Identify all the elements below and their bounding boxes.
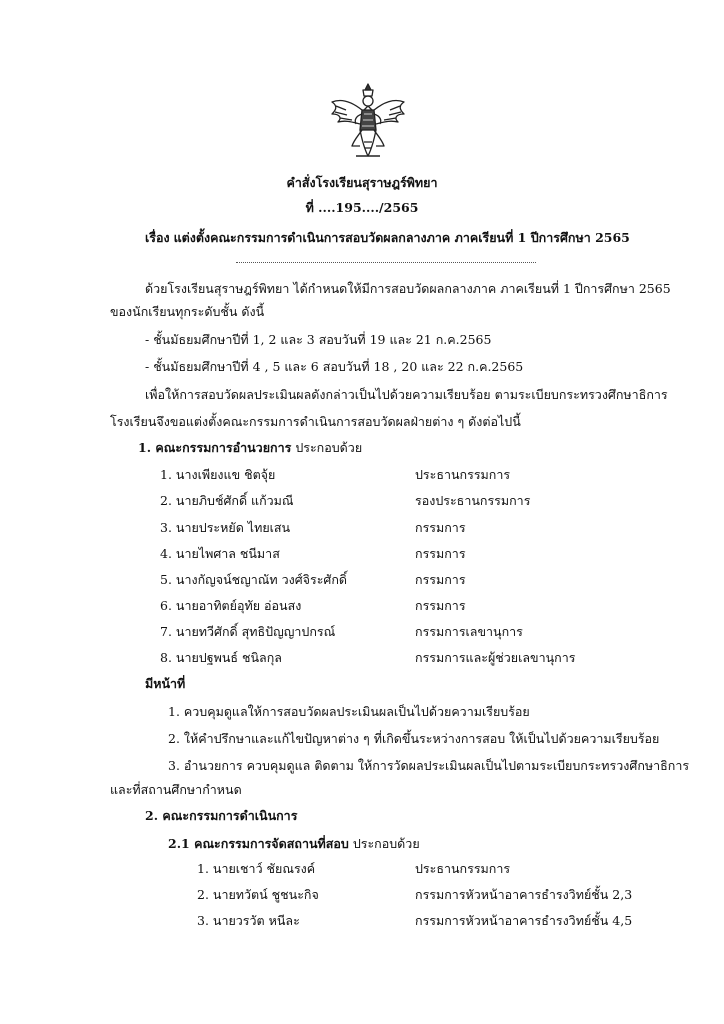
garuda-emblem-icon <box>326 80 410 162</box>
section-1-title: 1. คณะกรรมการอำนวยการ <box>138 440 292 455</box>
member-role: กรรมการ <box>415 572 466 587</box>
member-name: 3. นายประหยัด ไทยเสน <box>160 520 291 535</box>
member-name: 1. นายเชาว์ ชัยณรงค์ <box>197 861 316 876</box>
member-name: 2. นายทวัตน์ ชูชนะกิจ <box>197 887 319 902</box>
section-1-heading <box>138 440 362 456</box>
section-2-heading: 2. คณะกรรมการดำเนินการ <box>145 808 298 823</box>
member-role: ประธานกรรมการ <box>415 467 511 482</box>
order-title: คำสั่งโรงเรียนสุราษฎร์พิทยา <box>286 175 438 190</box>
section-2-1-suffix: ประกอบด้วย <box>352 836 420 851</box>
duty-item-2: 2. ให้คำปรึกษาและแก้ไขปัญหาต่าง ๆ ที่เกิดขึ้นระหว่างการสอบ ให้เป็นไปด้วยความเรียบร้อย <box>168 731 660 746</box>
subject-text: แต่งตั้งคณะกรรมการดำเนินการสอบวัดผลกลางภาค ภาคเรียนที่ 1 ปีการศึกษา 2565 <box>173 230 630 245</box>
intro-line-1: ด้วยโรงเรียนสุราษฎร์พิทยา ได้กำหนดให้มีการสอบวัดผลกลางภาค ภาคเรียนที่ 1 ปีการศึกษา 2565 <box>145 281 671 296</box>
section-1-suffix: ประกอบด้วย <box>295 440 363 455</box>
purpose-line-1: เพื่อให้การสอบวัดผลประเมินผลดังกล่าวเป็นไปด้วยความเรียบร้อย ตามระเบียบกระทรวงศึกษาธิการ <box>145 387 668 402</box>
order-number: ที่ ....195..../2565 <box>305 200 419 215</box>
member-role: กรรมการ <box>415 520 466 535</box>
member-name: 5. นางกัญจน์ชญาณัท วงศ์จิระศักดิ์ <box>160 572 348 587</box>
member-role: รองประธานกรรมการ <box>415 493 531 508</box>
member-role: กรรมการหัวหน้าอาคารธำรงวิทย์ชั้น 4,5 <box>415 913 633 928</box>
member-name: 2. นายภิบช์ศักดิ์ แก้วมณี <box>160 493 294 508</box>
member-role: กรรมการ <box>415 546 466 561</box>
subject-line <box>145 230 630 246</box>
member-role: กรรมการ <box>415 598 466 613</box>
member-name: 1. นางเพียงแข ชิตจุ้ย <box>160 467 276 482</box>
member-name: 7. นายทวีศักดิ์ สุทธิปัญญาปกรณ์ <box>160 624 336 639</box>
member-name: 6. นายอาทิตย์อุทัย อ่อนสง <box>160 598 302 613</box>
member-name: 3. นายวรวัต หนีละ <box>197 913 300 928</box>
subject-label: เรื่อง <box>145 230 170 245</box>
schedule-line-1: - ชั้นมัธยมศึกษาปีที่ 1, 2 และ 3 สอบวันที่ 19 และ 21 ก.ค.2565 <box>145 332 492 347</box>
duty-item-3-cont: และที่สถานศึกษากำหนด <box>110 782 242 797</box>
duty-item-1: 1. ควบคุมดูแลให้การสอบวัดผลประเมินผลเป็นไปด้วยความเรียบร้อย <box>168 704 530 719</box>
duties-heading: มีหน้าที่ <box>145 676 186 691</box>
schedule-line-2: - ชั้นมัธยมศึกษาปีที่ 4 , 5 และ 6 สอบวันที่ 18 , 20 และ 22 ก.ค.2565 <box>145 359 524 374</box>
section-2-1-title: 2.1 คณะกรรมการจัดสถานที่สอบ <box>168 836 349 851</box>
intro-line-2: ของนักเรียนทุกระดับชั้น ดังนี้ <box>110 304 265 319</box>
duty-item-3: 3. อำนวยการ ควบคุมดูแล ติดตาม ให้การวัดผลประเมินผลเป็นไปตามระเบียบกระทรวงศึกษาธิการ <box>168 758 690 773</box>
separator-dots <box>236 262 536 263</box>
member-role: กรรมการและผู้ช่วยเลขานุการ <box>415 650 576 665</box>
section-2-1-heading <box>168 836 420 852</box>
member-role: กรรมการเลขานุการ <box>415 624 523 639</box>
member-role: กรรมการหัวหน้าอาคารธำรงวิทย์ชั้น 2,3 <box>415 887 633 902</box>
member-name: 4. นายไพศาล ชนีมาส <box>160 546 280 561</box>
purpose-line-2: โรงเรียนจึงขอแต่งตั้งคณะกรรมการดำเนินการสอบวัดผลฝ่ายต่าง ๆ ดังต่อไปนี้ <box>110 414 521 429</box>
member-name: 8. นายปฐพนธ์ ชนิลกุล <box>160 650 282 665</box>
member-role: ประธานกรรมการ <box>415 861 511 876</box>
